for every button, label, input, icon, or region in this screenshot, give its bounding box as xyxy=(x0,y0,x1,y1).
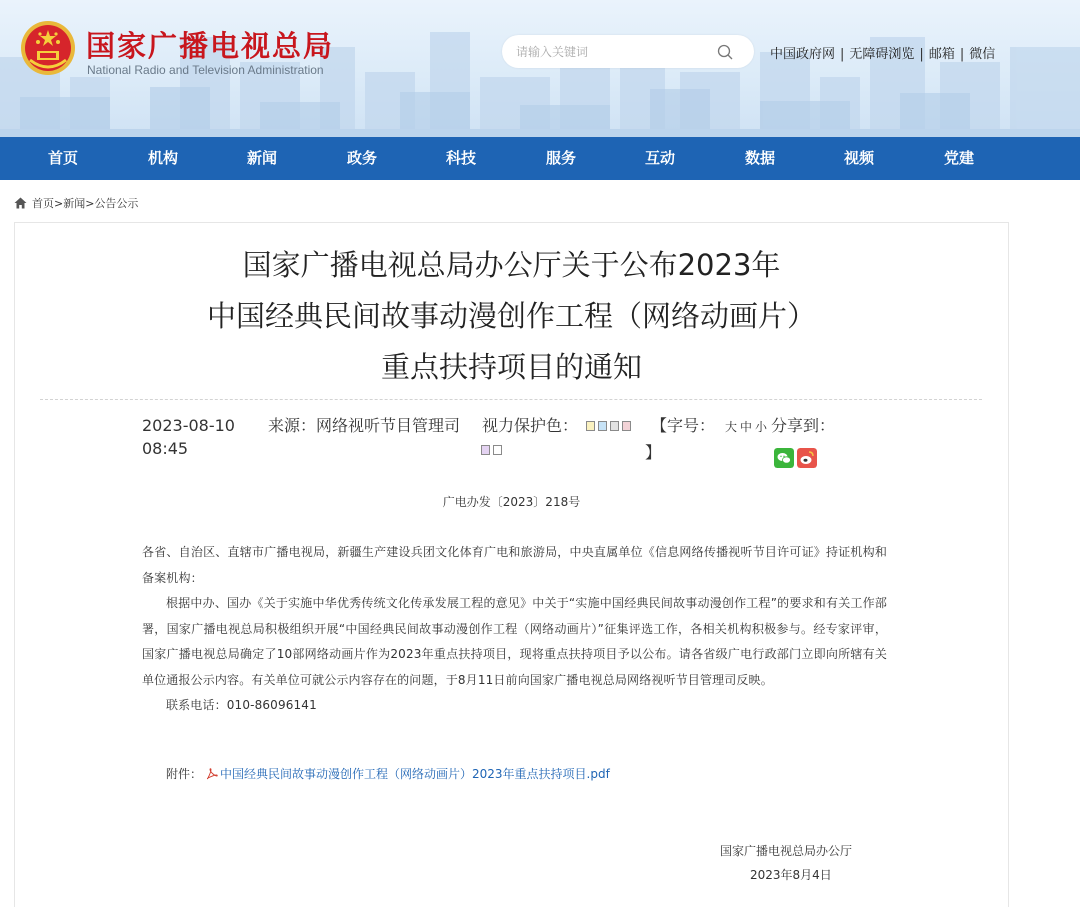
search-box xyxy=(502,35,754,68)
link-separator: | xyxy=(919,47,924,62)
font-size-small[interactable]: 小 xyxy=(755,420,768,434)
eye-protection-label: 视力保护色： xyxy=(482,416,579,435)
font-size-label: 【字号： xyxy=(651,416,716,435)
article-title-line: 国家广播电视总局办公厅关于公布2023年 xyxy=(242,248,781,282)
nav-item-party-building[interactable]: 党建 xyxy=(943,149,974,167)
link-gov-portal[interactable]: 中国政府网 xyxy=(770,47,836,62)
breadcrumb-announcements[interactable]: 公告公示 xyxy=(94,197,139,210)
wechat-share-icon[interactable] xyxy=(774,448,794,468)
nav-item-home[interactable]: 首页 xyxy=(47,149,78,167)
nav-item-services[interactable]: 服务 xyxy=(545,149,576,167)
site-header xyxy=(0,0,1080,137)
article-title-line: 中国经典民间故事动漫创作工程（网络动画片） xyxy=(206,299,816,333)
site-title[interactable]: 国家广播电视总局 xyxy=(86,29,335,63)
eye-color-swatch[interactable] xyxy=(586,421,595,431)
nav-item-data[interactable]: 数据 xyxy=(744,149,775,167)
search-input[interactable] xyxy=(516,41,706,62)
main-nav xyxy=(0,137,1080,180)
nav-item-institutions[interactable]: 机构 xyxy=(147,149,178,167)
link-separator: | xyxy=(959,47,965,62)
signature-organization: 国家广播电视总局办公厅 xyxy=(720,844,853,858)
link-wechat[interactable]: 微信 xyxy=(969,47,996,62)
article-title xyxy=(14,240,1009,393)
signature-date: 2023年8月4日 xyxy=(750,868,832,882)
share-label: 分享到： xyxy=(771,416,836,435)
attachment xyxy=(166,765,610,782)
attachment-link[interactable]: 中国经典民间故事动漫创作工程（网络动画片）2023年重点扶持项目.pdf xyxy=(220,767,610,781)
site-subtitle: National Radio and Television Administration xyxy=(87,63,324,77)
eye-color-swatches xyxy=(586,421,631,431)
eye-color-swatch[interactable] xyxy=(622,421,631,431)
article-paragraph: 根据中办、国办《关于实施中华优秀传统文化传承发展工程的意见》中关于“实施中国经典民间故事动漫创作工程”的要求和有关工作部署，国家广播电视总局积极组织开展“中国经典民间故事动漫创作工程（网络动画片）”征集评选工作，各相关机构积极参与。经专家评审，国家广播电视总局确定了10部网络动画片作为2023年重点扶持项目，现将重点扶持项目予以公布。请各省级广电行政部门立即向所辖有关单位通报公示内容。有关单位可就公示内容存在的问题，于8月11日前向国家广播电视总局网络视听节目管理司反映。 xyxy=(142,596,887,687)
breadcrumb xyxy=(14,195,138,211)
article-paragraph: 各省、自治区、直辖市广播电视局，新疆生产建设兵团文化体育广电和旅游局，中央直属单位《信息网络传播视听节目许可证》持证机构和备案机构： xyxy=(142,545,887,585)
article-title-line: 重点扶持项目的通知 xyxy=(380,350,642,384)
link-email[interactable]: 邮箱 xyxy=(928,47,955,62)
title-divider xyxy=(40,399,982,400)
pdf-icon xyxy=(206,768,218,780)
nav-item-government-affairs[interactable]: 政务 xyxy=(346,149,377,167)
font-size-bracket: 】 xyxy=(645,443,662,462)
national-emblem-icon xyxy=(20,20,76,76)
breadcrumb-news[interactable]: 新闻> xyxy=(63,197,95,210)
eye-color-swatch[interactable] xyxy=(610,421,619,431)
font-size-large[interactable]: 大 xyxy=(725,420,738,434)
article-source: 来源：网络视听节目管理司 xyxy=(268,416,461,435)
publish-date: 2023-08-10 08:45 xyxy=(142,416,235,458)
link-accessibility[interactable]: 无障碍浏览 xyxy=(849,47,915,62)
nav-item-technology[interactable]: 科技 xyxy=(445,149,476,167)
share-buttons xyxy=(774,448,817,468)
search-icon[interactable] xyxy=(716,43,734,61)
article-body xyxy=(142,540,887,719)
nav-item-interaction[interactable]: 互动 xyxy=(644,149,675,167)
link-separator: | xyxy=(840,47,845,62)
font-size-control xyxy=(651,414,767,439)
nav-item-video[interactable]: 视频 xyxy=(843,149,874,167)
nav-item-news[interactable]: 新闻 xyxy=(246,149,277,167)
eye-color-swatches xyxy=(481,445,502,455)
home-icon xyxy=(14,197,27,209)
weibo-share-icon[interactable] xyxy=(797,448,817,468)
attachment-label: 附件： xyxy=(166,767,203,781)
contact-phone: 联系电话：010-86096141 xyxy=(166,698,317,712)
eye-color-swatch[interactable] xyxy=(481,445,490,455)
eye-color-swatch[interactable] xyxy=(598,421,607,431)
document-number: 广电办发〔2023〕218号 xyxy=(442,495,581,509)
font-size-medium[interactable]: 中 xyxy=(740,420,753,434)
breadcrumb-home[interactable]: 首页> xyxy=(32,197,64,210)
eye-color-swatch[interactable] xyxy=(493,445,502,455)
top-links xyxy=(770,43,995,62)
